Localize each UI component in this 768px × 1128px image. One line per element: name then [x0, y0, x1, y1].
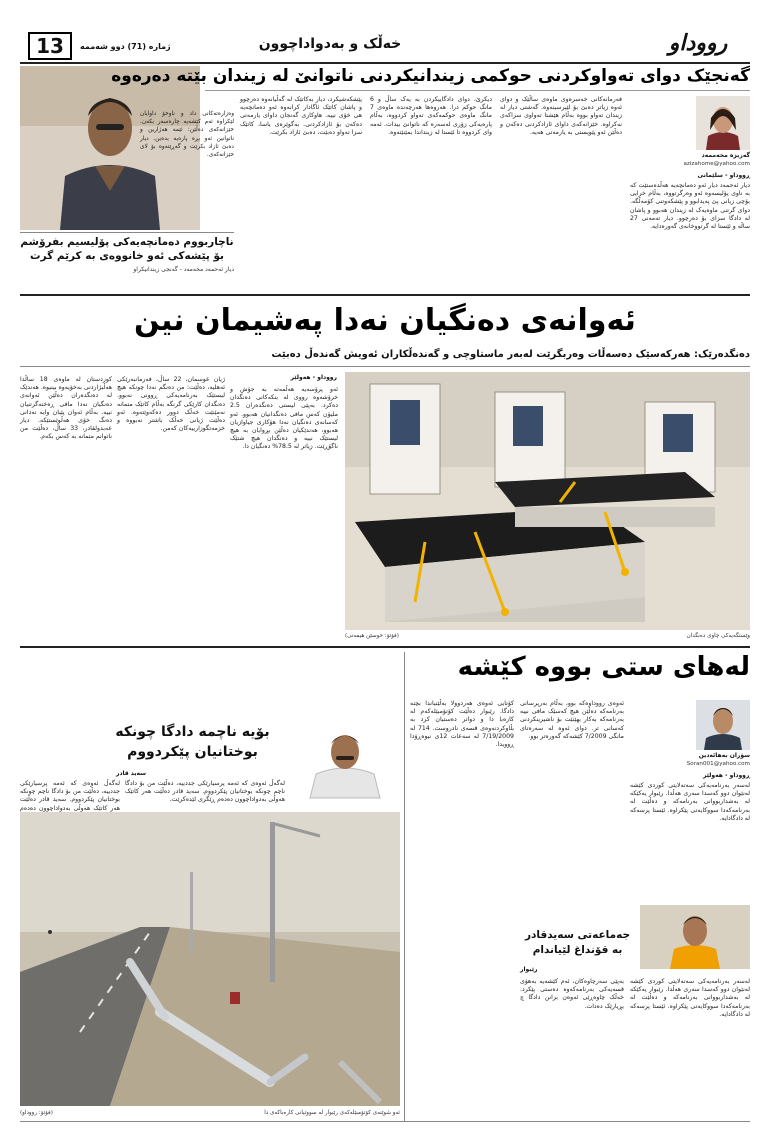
section-divider-2	[20, 646, 750, 648]
bottom-left-caption-right: ئەو شوێنەی کۆتۆمبێلەکەی رێبوار لە سووتیانی کارەباکەی دا	[264, 1110, 400, 1116]
newspaper-logo: رووداو	[668, 30, 728, 56]
top-headline: گەنجێک دوای تەواوکردنی حوکمی زیندانیکردنی ناتوانێ لە زیندان بێتە دەرەوە	[111, 66, 750, 86]
issue-label: ژمارە (71) دوو شەممە	[80, 42, 171, 51]
bottom-left-author: سەید قادر	[116, 770, 147, 777]
bottom-right-author-email: Soran001@yahoo.com	[686, 761, 750, 767]
inset-author: رێبوار	[520, 966, 538, 973]
main-col-2: ژیان عوسمان، 22 ساڵ، فەرمانبەرێکی ئەهلیە، دەڵێت: من دەنگم نەدا چونکە هیچ لیستێک بەرنامەیەکی ڕوونی نەبوو. دەنگدان کارێکی گرنگە بەڵام کاتێک متمانە نەمێنێت خەڵک دوور دەکەوێتەوە. ئەو دەڵێت ژیانی خەڵک باشتر نەبووە و خزمەتگوزارییەکان کەمن.	[117, 376, 225, 433]
top-col-3: دیکرێ، دوای دادگاییکردن بە یەک ساڵ و 6 مانگ حوکم درا. هەروەها هەرچەندە ماوەی 7 مانگ ماوەی حوکمەکەی تەواو کردووە، بەڵام پارەیەکی زۆری لەسەرە کە ناتوانێ بیدات. ئەمە وای کردووە تا ئێستا لە زینداندا بمێنێتەوە.	[370, 96, 492, 136]
bottom-right-author-name: سۆران بەهائەدین	[698, 752, 750, 759]
top-col-1: دیار ئەحمەد دیار ئەو دەمانچەیە هەڵدەستێت کە بە ناوی پۆلیسەوە ئەو وەرگرتووە، بەڵام خرایی بۆچی زیانی پێ پەیدابوو و پێشکەوتنی کۆمەڵگە. دوای گرتنی ماوەیەک لە زیندان هەبوو و پاشان لە دادگا سزای بۆ دەرچوو. دیار تەمەنی 27 ساڵە و ئێستا لە گرتووخانەی گەورەدایە.	[630, 182, 750, 231]
top-col-2: فەرمانەکانی خەسرەوی ماوەی ساڵێک و دوای ئەوە زیاتر دەبێ بۆ لێپرسینەوە. گەشتی دیار لە زیندان تەواو بووە بەڵام هێشتا تەواوی سزاکەی نەکراوە. خێزانەکەی داوای ئازادکردنی دەکەن و دەڵێن ئەو پێویستی بە یارمەتی هەیە.	[500, 96, 622, 136]
main-col-1: ئەو پرۆسەیە هەڵمەتە بە جۆش و خرۆشەوە رووی لە بنکەکانی دەنگدان دەکرد. بەپێی لیستی دەنگدەران 2.5 ملیۆن کەس مافی دەنگدانیان هەبوو. ئەو کەسانەی دەنگیان نەدا هۆکاری جیاوازیان هەبوو، هەندێکیان دەڵێن بڕوایان بە هیچ لیستێک نییە و دەنگدان هیچ شتێک ناگۆڕێت. زیاتر لە 78.5% دەنگیان دا.	[230, 386, 338, 451]
footer-rule	[20, 1121, 750, 1122]
main-col-3: کوردستان لە ماوەی 18 ساڵدا هەڵبژاردنی بەخۆیەوە بینیوە. هەندێک لە دەنگدەران دەڵێن ئەوانەی دەنگیان نەدا مافی ڕەخنەگرتنیان نییە. بەڵام ئەوان پێیان وایە نەدانی دەنگ خۆی هەڵوێستێکە. دیار عەبدولقادر، 33 ساڵ، دەڵێت من ناتوانم متمانە بە کەس بکەم.	[20, 376, 113, 441]
main-sub-rule	[20, 366, 750, 367]
bottom-right-col-1: لەسەر بەرنامەیەکی سەتەلایتی کوردی کێشە لەنێوان دوو کەسدا سەری هەڵدا. رێبوار یەکێکە لە بەشداربووانی بەرنامەکە و دەڵێت لە بەرنامەکەدا سووکایەتی پێکراوە. ئێستا پرسەکە لە دادگادایە.	[630, 782, 750, 822]
section-label: خەڵک و بەدواداچوون	[258, 36, 402, 52]
bottom-right-col-3: کۆتایی ئەوەی هەردوولا بەڵێنیاندا بچنە دادگا. رێبوار دەڵێت کۆتۆمبێلەکەم لە کارەبا دا و دواتر دەستیان کرد بە بڵاوکردنەوەی قسەی نادروست. 714 لە 7/19/2009 لە سەعات 12ی نیوەڕۆدا ڕوویدا.	[410, 700, 514, 749]
main-headline: ئەوانەی دەنگیان نەدا پەشیمان نین	[134, 303, 636, 338]
main-photo-caption-left: (فۆتۆ: حوسێن هیمەنی)	[345, 633, 399, 639]
bottom-left-photo-man	[290, 718, 400, 798]
main-subheadline: دەنگدەرێک: هەرکەسێک دەسەڵات وەربگرێت لەبەر ماستاوچی و گەندەڵکاران ئەویش گەندەڵ دەبێت	[271, 349, 750, 360]
top-headline-rule	[205, 90, 750, 91]
bottom-right-col-4b: لەسەر بەرنامەیەکی سەتەلایتی کوردی کێشە لەنێوان دوو کەسدا سەری هەڵدا. رێبوار یەکێکە لە بەشداربووانی بەرنامەکە و دەڵێت لە بەرنامەکەدا سووکایەتی پێکراوە. ئێستا پرسەکە لە دادگادایە.	[630, 978, 750, 1018]
inset-headline: جەماعەتی سەیدقادر بە قۆنداغ لێیاندام	[524, 929, 631, 956]
top-col-4: پێشکەشیکرد، دیار بەکاتێک لە گەڵیانەوە دەرچوو و پاشان کاتێک ئاگادار کرانەوە ئەو دەمانچەیە هی خۆی نییە. هاوکاری گەنجان داوای یارمەتی دەکەن بۆ ئازادکردنی. بەگوێرەی یاسا، کاتێک سزا تەواو دەبێت، دەبێ ئازاد بکرێت.	[240, 96, 362, 136]
bottom-left-col-left: لەگەڵ ئەوەی کە ئەمە پرسیارێکی جددییە، دەڵێت من بۆ دادگا ناچم چونکە بوختانیان پێکردووم. سەید قادر دەڵێت هەر کاتێک هەوڵی بەدواداچوون دەدەم	[20, 780, 120, 812]
bottom-left-headline: بۆیە ناچمە دادگا چونکە بوختانیان پێکردووم	[115, 724, 270, 760]
page-header	[0, 30, 768, 60]
bottom-right-col-4: بەپێی سەرچاوەکان، ئەم کێشەیە بەهۆی قسەیەکی بەرنامەکەوە دەستی پێکرد. خەڵک چاوەڕێی ئەوەن بزانن دادگا چ بڕیارێک دەدات.	[520, 978, 624, 1010]
bottom-left-caption-left: (فۆتۆ: رووداو)	[20, 1110, 53, 1116]
top-photo-caption-box	[20, 232, 234, 288]
bottom-right-headline: لەهای ستی بووە کێشە	[457, 652, 750, 682]
main-photo-ballot-boxes	[345, 372, 750, 630]
top-col-5-block: وەزارەتەکانی داد و ناوخۆ داوایان لێکراوە ئەم کێشەیە چارەسەر بکەن. خێزانەکەی دەڵێن: ئێمە هەژارین و ناتوانین ئەو بڕە پارەیە بدەین. دیار دەبێ ئازاد بکرێت و گەڕێتەوە بۆ لای خێزانەکەی.	[140, 111, 234, 159]
section-divider-1	[20, 294, 750, 296]
top-author-email: azizahome@yahoo.com	[683, 161, 750, 167]
top-dateline: ڕووداو - سلێمانی	[697, 172, 750, 179]
bottom-left-col-right: لەگەڵ ئەوەی کە ئەمە پرسیارێکی جددییە، دەڵێت من بۆ دادگا ناچم چونکە بوختانیان پێکردووم. سەید قادر دەڵێت هەر کاتێک هەوڵی بەدواداچوون دەدەم ڕێگری لێدەکرێت.	[125, 780, 285, 804]
top-photo-caption-headline: ناچاربووم دەمانچەیەکی پۆلیسیم بفرۆشم بۆ پێشەکی ئەو خانووەی بە کرێم گرت	[20, 236, 234, 262]
author-photo-man	[696, 700, 750, 750]
main-author-name: رووداو - هەولێر	[290, 374, 337, 381]
main-photo-caption-right: وێستگەیەکی چاوی دەنگدان	[686, 633, 750, 639]
inset-photo-reibwar	[640, 905, 750, 969]
bottom-left-photo-road	[20, 812, 400, 1106]
top-photo-caption-sub: دیار ئەحمەد محەمەد - گەنجی زیندانیکراو	[133, 266, 234, 273]
bottom-right-dateline: ڕووداو - هەولێر	[702, 772, 750, 779]
header-rule	[20, 62, 750, 64]
vertical-divider	[404, 652, 405, 1122]
bottom-right-col-2: ئەوەی رووداوەکە بوو، بەڵام بەرپرسانی بەرنامەکە دەڵێن هیچ کەسێک مافی نییە بەرنامەکە بەکار بهێنێت بۆ ناشیرینکردنی کەسانی تر. دوای ئەوە لە سەرەتای مانگی 7/2009 کێشەکە گەورەتر بوو.	[520, 700, 624, 740]
top-author-name: گەزیزە محەممەد	[701, 152, 750, 159]
page-number-box: 13	[28, 32, 72, 60]
author-photo-woman	[696, 96, 750, 150]
